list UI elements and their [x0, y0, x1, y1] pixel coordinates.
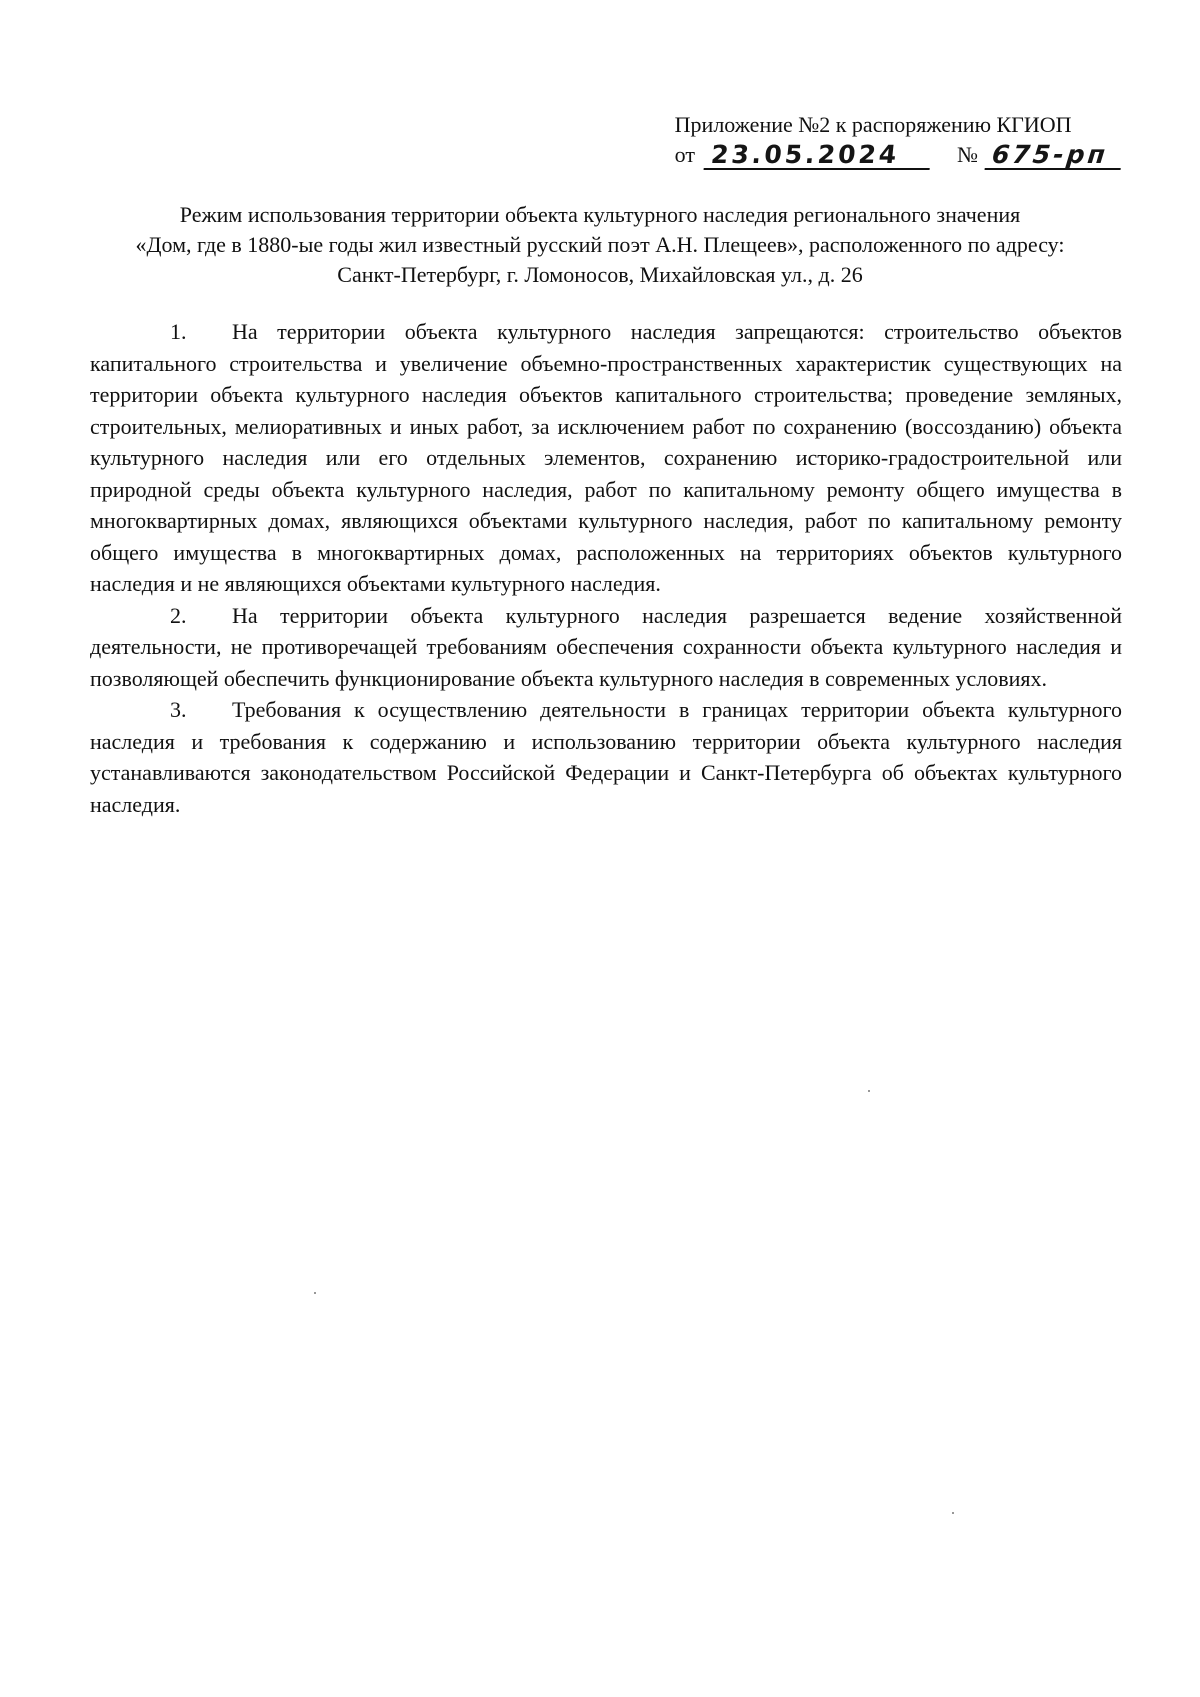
handwritten-number: 675-рп [985, 142, 1124, 170]
document-body [90, 316, 1122, 820]
paragraph-number: 2. [170, 602, 187, 628]
handwritten-date: 23.05.2024 [704, 142, 933, 170]
paragraph-text: На территории объекта культурного наследия запрещаются: строительство объектов капитального строительства и увеличение объемно-пространственных характеристик существующих на территории объекта культурного наследия объектов капитального строительства; проведение земляных, строительных, мелиоративных и иных работ, за исключением работ по сохранению (воссозданию) объекта культурного наследия или его отдельных элементов, сохранению историко-градостроительной или природной среды объекта культурного наследия, работ по капитальному ремонту общего имущества в многоквартирных домах, являющихся объектами культурного наследия, работ по капитальному ремонту общего имущества в многоквартирных домах, расположенных на территориях объектов культурного наследия и не являющихся объектами культурного наследия. [90, 319, 1122, 596]
paragraph-text: На территории объекта культурного наследия разрешается ведение хозяйственной деятельности, не противоречащей требованиям обеспечения сохранности объекта культурного наследия и позволяющей обеспечить функционирование объекта культурного наследия в современных условиях. [90, 602, 1122, 691]
date-number-line [675, 140, 1122, 170]
paragraph-text: Требования к осуществлению деятельности в границах территории объекта культурного наследия и требования к содержанию и использованию территории объекта культурного наследия устанавливаются законодательством Российской Федерации и Санкт-Петербурга об объектах культурного наследия. [90, 697, 1122, 817]
number-prefix: № [957, 142, 978, 167]
date-prefix: от [674, 142, 695, 167]
paragraph-number: 1. [170, 319, 187, 344]
title-line-3: Санкт-Петербург, г. Ломоносов, Михайловская ул., д. 26 [337, 262, 863, 287]
paragraph-1 [90, 316, 1122, 600]
scan-speck [952, 1512, 954, 1514]
document-header [675, 110, 1122, 170]
appendix-reference: Приложение №2 к распоряжению КГИОП [674, 112, 1072, 137]
scan-speck [314, 1292, 316, 1294]
paragraph-2 [90, 600, 1122, 695]
paragraph-number: 3. [170, 697, 187, 722]
paragraph-3 [90, 694, 1122, 820]
title-line-1: Режим использования территории объекта культурного наследия регионального значения [179, 202, 1021, 227]
title-line-2: «Дом, где в 1880-ые годы жил известный русский поэт А.Н. Плещеев», расположенного по адресу: [135, 232, 1065, 257]
scan-speck [868, 1090, 870, 1092]
document-title [80, 200, 1120, 290]
